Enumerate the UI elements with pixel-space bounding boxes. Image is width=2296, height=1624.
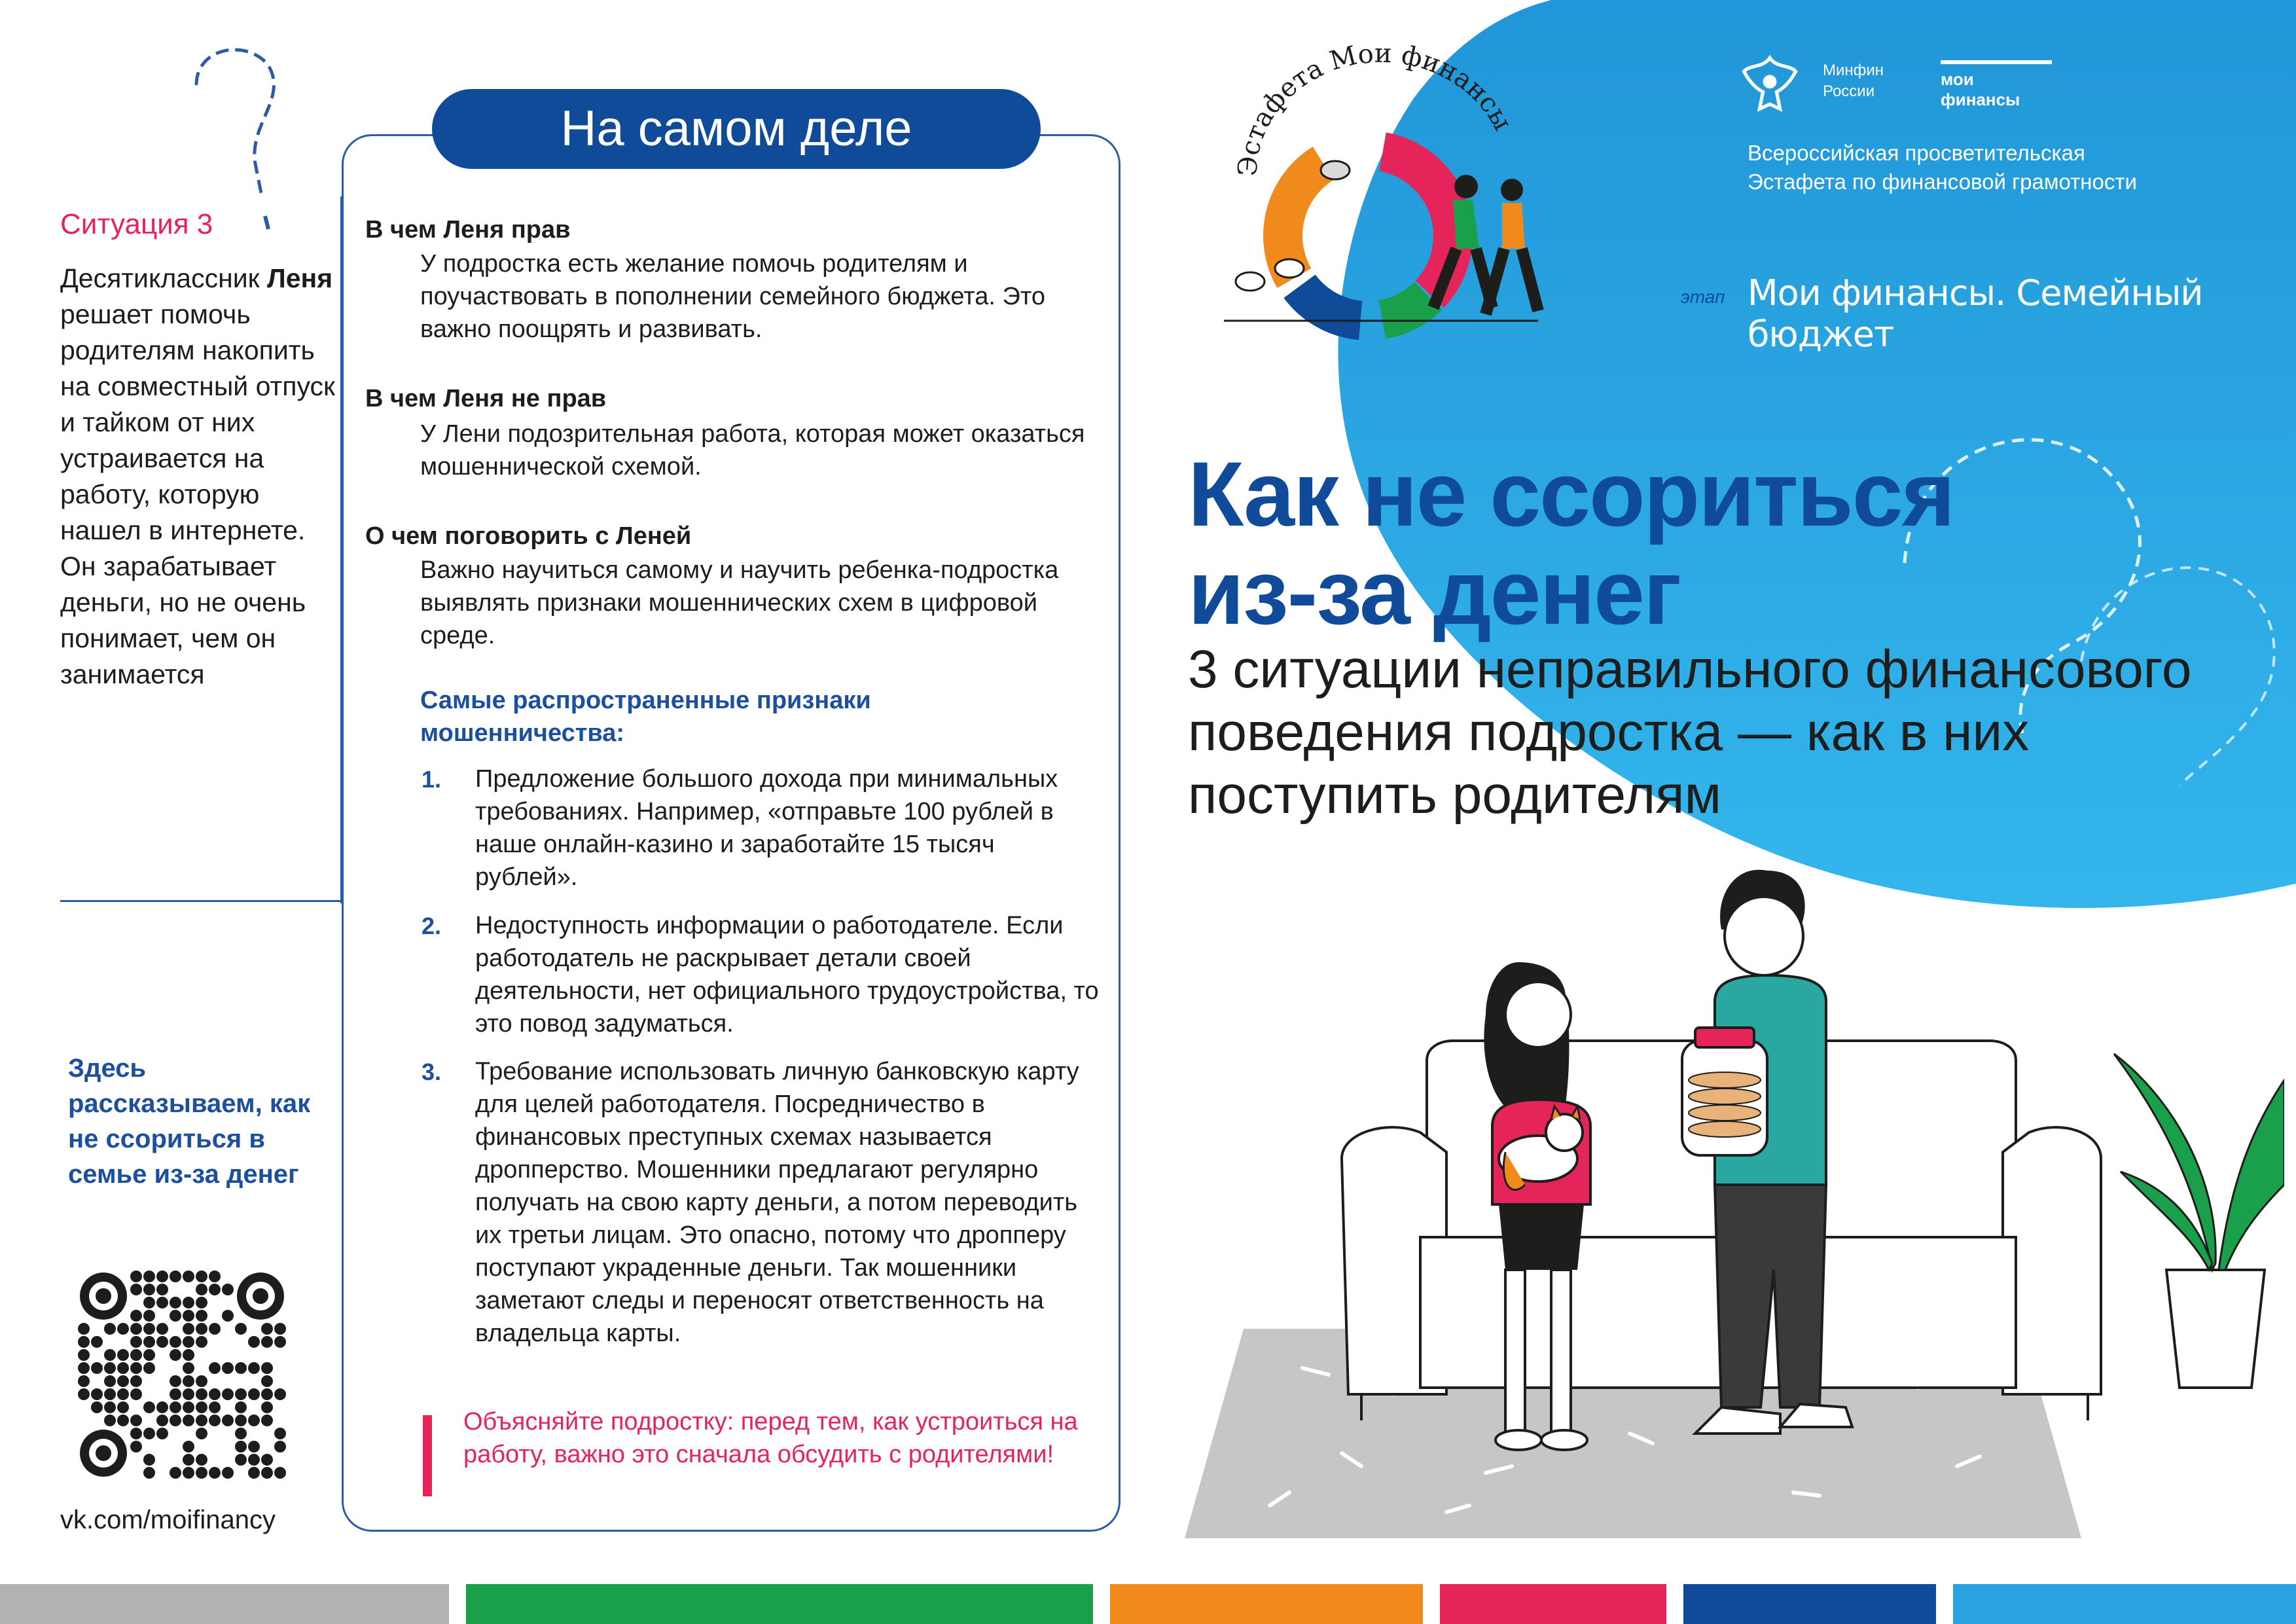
plant [2114,1054,2284,1388]
stripe-navy [1683,1584,1936,1624]
brand-logo [1941,60,2052,110]
panel-title: На самом деле [432,89,1041,169]
section-heading-right: В чем Леня прав [365,216,571,244]
section-text-wrong: У Лени подозрительная работа, которая может оказаться мошеннической схемой. [420,420,1085,480]
minfin-line1: Минфин [1823,62,1884,79]
relay-logo-text: Эстафета Мои финансы [1232,39,1518,177]
relay-desc-line1: Всероссийская просветительская [1748,141,2085,165]
list-item: Требование использовать личную банковскую карту для целей работодателя. Посредничество в финансовых преступных схемах называется дропперство. Мошенники предлагают регулярно получать на свою карту деньги, а потом переводить их третьи лицам. Это опасно, потому что дропперу поступают украденные деньги. Так мошенники заметают следы и переносят ответственность на владельца карты. [475,1058,1079,1347]
stripe-sky [1953,1584,2296,1624]
section-heading-talk: О чем поговорить с Леней [365,522,692,550]
qr-caption: Здесь рассказываем, как не ссориться в семье из-за денег [68,1054,311,1189]
situation-text-before: Десятиклассник [60,263,267,293]
brand-text: мои финансы [1941,69,2020,109]
situation-text-after: решает помочь родителям накопить на совместный отпуск и тайком от них устраивается на работу, которую нашел в интернете. Он зарабатывает деньги, но не очень понимает, чем он занимается [60,299,335,689]
vk-link[interactable]: vk.com/moifinancy [60,1506,276,1534]
list-number: 2. [422,912,442,939]
brand-bar [1941,60,2052,64]
situation-title: Ситуация 3 [60,208,213,240]
svg-text:Эстафета Мои финансы [1232,39,1518,177]
stage-label: этап [1681,287,1725,307]
section-text-right: У подростка есть желание помочь родителям и поучаствовать в пополнении семейного бюджета. Это важно поощрять и развивать. [420,250,1045,343]
fraud-signs-title: Самые распространенные признаки мошенничества: [420,687,871,747]
list-number: 1. [422,766,442,793]
minfin-line2: России [1823,82,1875,100]
section-text-talk: Важно научиться самому и научить ребенка-подростка выявлять признаки мошеннических схем в цифровой среде. [420,556,1059,649]
stage-name: Мои финансы. Семейный бюджет [1748,272,2203,355]
divider-horizontal [60,900,342,902]
situation-name: Леня [266,263,333,293]
relay-description [1748,139,2137,196]
subtitle: 3 ситуации неправильного финансового поведения подростка — как в них поступить родителям [1188,640,2192,825]
stripe-grey [0,1584,449,1624]
relay-desc-line2: Эстафета по финансовой грамотности [1748,170,2137,194]
qr-code-icon[interactable] [77,1270,287,1479]
minfin-label [1823,60,1884,102]
stripe-pink [1440,1584,1666,1624]
situation-description [60,261,335,693]
tip-text: Объясняйте подростку: перед тем, как устроиться на работу, важно это сначала обсудить с родителями! [463,1408,1078,1468]
main-title-line2: из-за денег [1188,541,1681,643]
color-stripes [0,1584,2296,1624]
list-item: Недоступность информации о работодателе. Если работодатель не раскрывает детали своей деятельности, нет официального трудоустройства, то это повод задуматься. [475,912,1099,1038]
tip-accent-bar [423,1415,432,1496]
main-title-line1: Как не ссориться [1188,442,1954,545]
section-heading-wrong: В чем Леня не прав [365,385,607,412]
stripe-green [466,1584,1093,1624]
list-item: Предложение большого дохода при минимальных требованиях. Например, «отправьте 100 рублей в наше онлайн-казино и заработайте 15 тысяч рублей». [475,765,1058,891]
stripe-orange [1110,1584,1423,1624]
family-illustration [1172,844,2284,1538]
relay-logo [1198,39,1564,347]
minfin-emblem-icon [1736,51,1804,119]
list-number: 3. [422,1058,442,1085]
main-title [1188,442,2170,643]
